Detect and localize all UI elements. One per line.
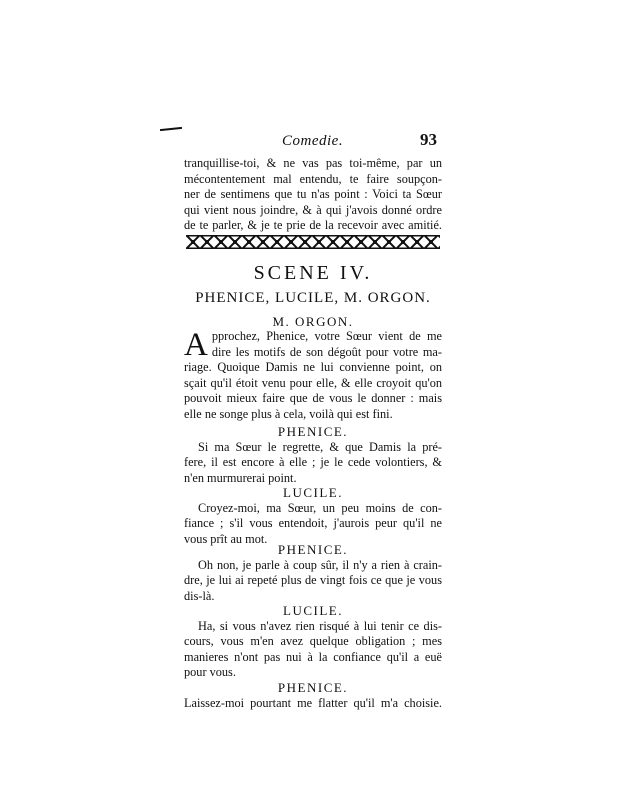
text-line: n'en murmurerai point.	[184, 470, 297, 485]
text-line: tranquillise-toi, & ne vas pas toi-même, par un	[184, 156, 442, 170]
speech-text	[184, 634, 442, 681]
page-number: 93	[420, 130, 437, 149]
speaker-name: LUCILE.	[283, 603, 343, 618]
ornament-band	[186, 235, 440, 249]
speech-text	[184, 573, 442, 604]
text-line: dire les motifs de son dégoût pour votre ma-	[211, 344, 442, 359]
speech-text	[184, 329, 442, 422]
text-line: fere, il est encore à elle ; je le cede volontiers, &	[184, 455, 442, 469]
text-line: pour vous.	[184, 665, 236, 679]
speech-text	[198, 558, 442, 574]
speaker-name: PHENICE.	[277, 542, 349, 557]
text-line: pouvoit mieux faire que de vous le donner : mais	[184, 391, 442, 405]
text-line: riage. Quoique Damis ne lui convienne point, on	[184, 360, 442, 374]
speech-text	[198, 619, 442, 635]
text-line: pprochez, Phenice, votre Sœur vient de me	[211, 329, 442, 343]
speaker-name: LUCILE.	[283, 485, 343, 500]
intro-paragraph	[184, 156, 442, 234]
text-line: fiance ; s'il vous entendoit, j'aurois peur qu'il ne	[184, 516, 442, 530]
running-head: Comedie.	[282, 133, 344, 149]
drop-cap: A	[184, 327, 208, 363]
text-line: dis-là.	[184, 588, 215, 603]
text-line: Si ma Sœur le regrette, & que Damis la pré-	[198, 440, 442, 454]
text-line: Croyez-moi, ma Sœur, un peu moins de con-	[198, 501, 442, 515]
text-line: mécontentement mal entendu, te faire soupçon-	[184, 171, 442, 186]
text-line: elle ne songe plus à cela, voilà qui est fini.	[184, 406, 393, 421]
text-line: dre, je lui ai repeté plus de vingt fois ce que je vous	[184, 573, 442, 587]
text-line: sçait qu'il étoit venu pour elle, & elle croyoit qu'on	[184, 375, 442, 390]
text-line: vous prît au mot.	[184, 531, 268, 546]
text-line: Laissez-moi pourtant me flatter qu'il m'a choisie.	[184, 696, 442, 710]
text-line: de te parler, & je te prie de la recevoir avec amitié.	[184, 218, 442, 233]
speaker-name: M. ORGON.	[272, 314, 354, 329]
scene-title: SCENE IV.	[253, 262, 373, 284]
cast-list: PHENICE, LUCILE, M. ORGON.	[195, 290, 431, 306]
text-line: cours, vous m'en avez quelque obligation ; mes	[184, 634, 442, 648]
text-line: manieres n'ont pas nui à la confiance qu'il a euë	[184, 649, 442, 664]
speech-text	[184, 455, 442, 486]
page-header	[182, 130, 440, 153]
speech-text	[198, 501, 442, 517]
text-line: Oh non, je parle à coup sûr, il n'y a rien à crain-	[198, 558, 442, 572]
text-line: ner de sentimens que tu n'as point : Voici ta Sœur	[184, 187, 442, 202]
speech-text	[184, 696, 442, 712]
speaker-name: PHENICE.	[277, 424, 349, 439]
margin-mark	[160, 127, 182, 131]
speech-text	[198, 440, 442, 456]
text-line: qui vient nous joindre, & à qui j'avois donné ordre	[184, 202, 442, 217]
speaker-name: PHENICE.	[277, 680, 349, 695]
text-line: Ha, si vous n'avez rien risqué à lui tenir ce dis-	[198, 619, 442, 633]
